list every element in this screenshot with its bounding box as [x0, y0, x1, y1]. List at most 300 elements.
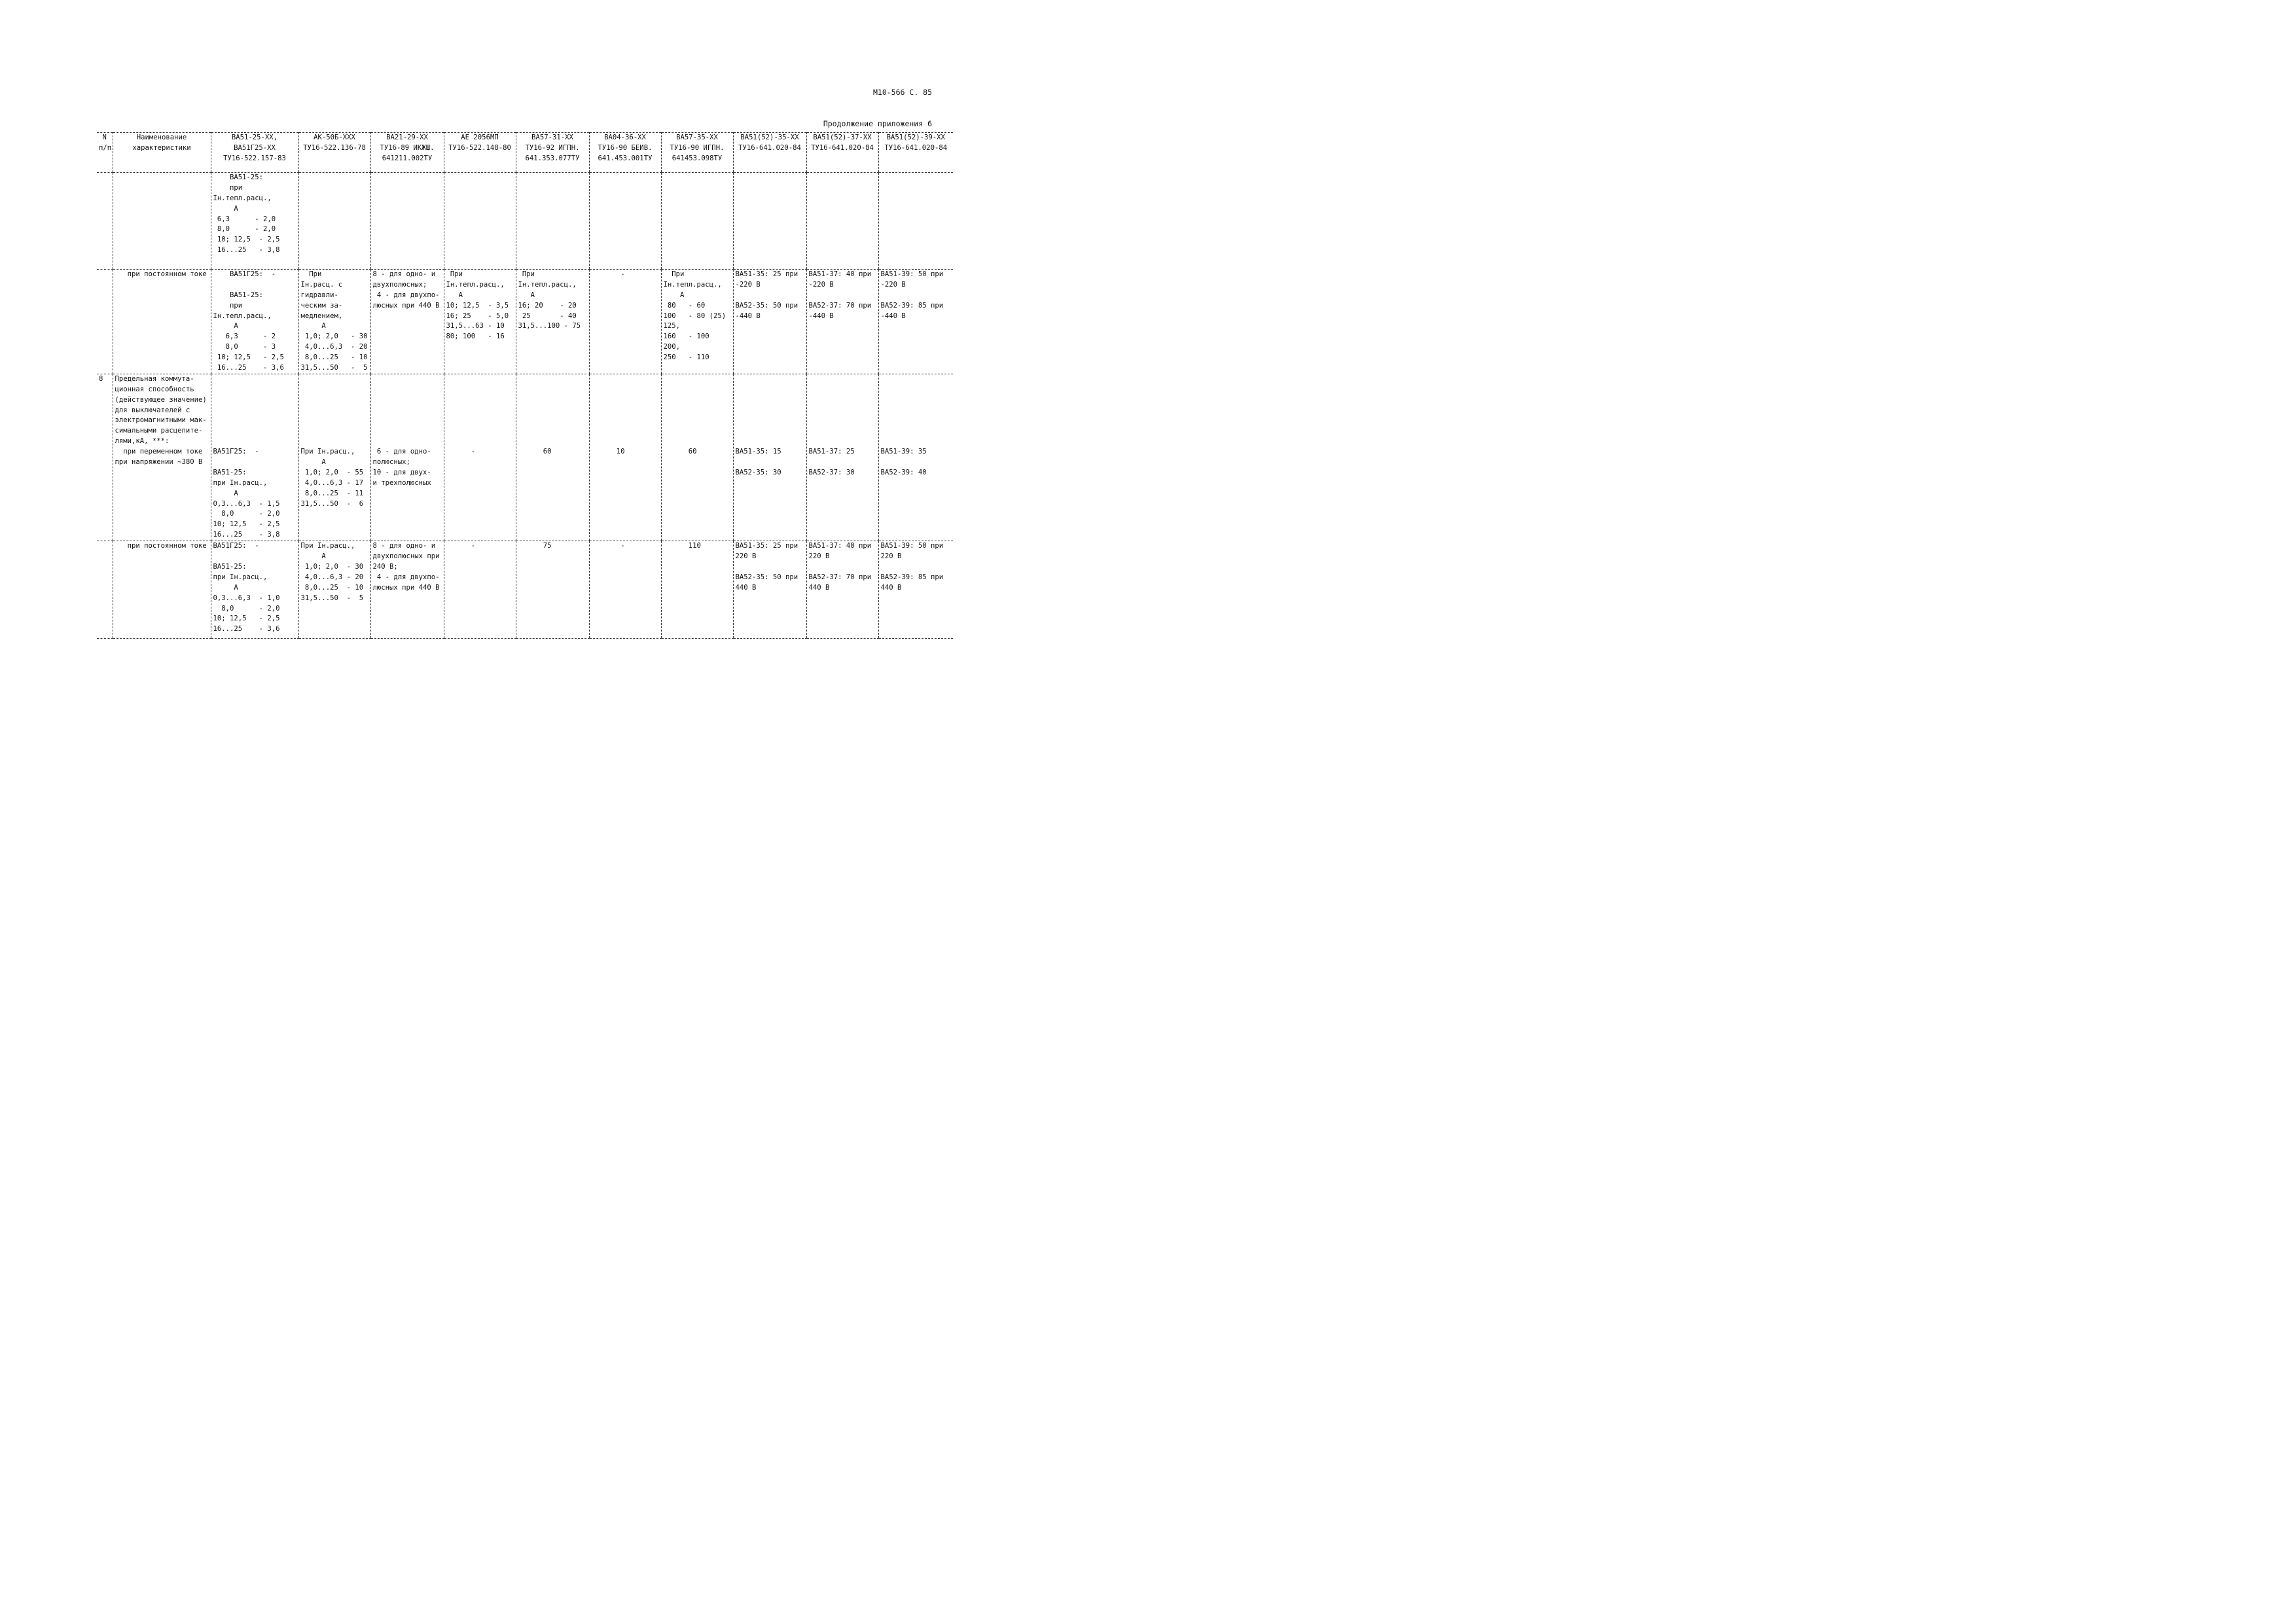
- header-line: ТУ16-641.020-84: [811, 143, 874, 152]
- cell-line: [590, 395, 661, 406]
- header-line: ТУ16-522.136-78: [303, 143, 366, 152]
- table-cell: [589, 541, 661, 639]
- table-cell: [516, 173, 589, 270]
- cell-line: ВА51Г25: -: [213, 542, 259, 550]
- cell-line: 10; 12,5 - 2,5: [213, 236, 280, 244]
- cell-line: ВА51Г25: -: [213, 270, 276, 278]
- header-line: Наименование: [136, 134, 187, 141]
- cell-line: 25 - 40: [518, 312, 577, 320]
- cell-line: люсных при 440 В: [372, 301, 440, 310]
- cell-line: полюсных;: [372, 458, 410, 467]
- row-breaking-capacity-dc: [97, 541, 953, 639]
- cell-line: [734, 457, 806, 468]
- table-cell: [444, 374, 516, 541]
- cell-line: [807, 374, 878, 385]
- header-cell: [589, 133, 661, 173]
- cell-line: при Iн.расц.,: [213, 478, 268, 487]
- cell-line: 8,0...25 - 10: [300, 583, 364, 592]
- cell-line: 80 - 60: [663, 301, 706, 310]
- cell-line: [807, 457, 878, 468]
- cell-line: А: [213, 322, 238, 330]
- table-cell: [516, 270, 589, 374]
- cell-line: [590, 406, 661, 416]
- cell-line: 1,0; 2,0 - 30: [300, 562, 364, 571]
- table-cell: [589, 374, 661, 541]
- cell-line: 250 - 110: [663, 353, 709, 362]
- table-cell: [589, 270, 661, 374]
- cell-line: [444, 385, 516, 395]
- cell-line: ВА52-39: 40: [880, 468, 927, 476]
- cell-line: [879, 457, 954, 468]
- cell-line: -220 В: [808, 280, 834, 289]
- cell-line: [211, 385, 298, 395]
- header-line: ТУ16-89 ИКЖШ.: [380, 143, 435, 152]
- cell-line: [444, 426, 516, 437]
- cell-line: [299, 374, 370, 385]
- cell-line: [371, 374, 444, 385]
- table-cell: [370, 374, 444, 541]
- table-cell: [444, 173, 516, 270]
- table-cell: [661, 541, 733, 639]
- cell-line: 31,5...100 - 75: [518, 322, 581, 330]
- cell-line: ВА51-25:: [213, 562, 247, 571]
- cell-line: ВА51-35: 15: [735, 448, 781, 456]
- cell-line: -220 В: [880, 280, 906, 289]
- cell-line: 160 - 100: [663, 332, 709, 341]
- table-cell: [97, 173, 113, 270]
- table-cell: [661, 173, 733, 270]
- cell-line: 6,3 - 2,0: [213, 215, 276, 223]
- cell-line: ВА52-35: 30: [735, 468, 781, 476]
- cell-line: 8,0 - 2,0: [213, 225, 276, 234]
- cell-line: 10; 12,5 - 2,5: [213, 353, 284, 362]
- cell-line: гидравли-: [300, 291, 338, 299]
- header-line: ВА51(52)-35-ХХ: [740, 134, 799, 141]
- cell-line: [211, 395, 298, 406]
- cell-line: ВА51Г25: -: [213, 448, 259, 456]
- cell-line: [371, 406, 444, 416]
- cell-line: 31,5...50 - 6: [300, 499, 364, 508]
- cell-line: [299, 416, 370, 426]
- cell-line: электромагнитными мак-: [115, 416, 207, 425]
- cell-line: для выключателей с: [115, 406, 190, 414]
- header-line: ТУ16-641.020-84: [738, 143, 801, 152]
- cell-line: [371, 426, 444, 437]
- header-line: характеристики: [132, 143, 191, 152]
- cell-line: ВА51-25:: [213, 173, 264, 181]
- cell-line: [590, 374, 661, 385]
- cell-line: [879, 291, 954, 301]
- cell-line: [590, 385, 661, 395]
- header-cell: [878, 133, 953, 173]
- header-line: ВА57-35-ХХ: [676, 134, 718, 141]
- header-cell: [298, 133, 370, 173]
- cell-line: ВА51-37: 40 при: [808, 270, 872, 278]
- cell-line: [807, 385, 878, 395]
- cell-line: [299, 406, 370, 416]
- table-cell: [211, 270, 298, 374]
- row-dc-current: [97, 270, 953, 374]
- cell-line: [516, 437, 589, 447]
- cell-line: [211, 416, 298, 426]
- cell-line: ВА52-39: 85 при: [880, 573, 944, 581]
- cell-line: медлением,: [300, 312, 343, 320]
- cell-line: 16...25 - 3,8: [213, 246, 280, 255]
- header-line: ВА51-25-ХХ,: [231, 134, 278, 141]
- cell-line: [516, 406, 589, 416]
- cell-line: ВА51-39: 50 при: [880, 270, 944, 278]
- cell-line: Iн.тепл.расц.,: [663, 280, 722, 289]
- row-ba51-25-thermal: [97, 173, 953, 270]
- cell-line: ВА51-37: 25: [808, 448, 855, 456]
- cell-line: [807, 437, 878, 447]
- table-cell: [113, 173, 211, 270]
- table-cell: [113, 541, 211, 639]
- cell-line: ционная способность: [115, 385, 194, 393]
- cell-line: 440 В: [808, 583, 830, 592]
- cell-line: [516, 395, 589, 406]
- characteristics-table: [97, 132, 953, 639]
- header-cell: [370, 133, 444, 173]
- table-cell: [113, 374, 211, 541]
- cell-line: [734, 291, 806, 301]
- cell-line: [662, 437, 733, 447]
- cell-line: 8 - для одно- и: [372, 542, 436, 550]
- table-cell: [444, 541, 516, 639]
- cell-line: При: [300, 270, 322, 278]
- cell-line: симальными расцепите-: [115, 427, 203, 435]
- cell-line: 220 В: [735, 552, 757, 561]
- cell-line: 16; 25 - 5,0: [446, 312, 509, 320]
- header-line: 641453.098ТУ: [672, 154, 723, 162]
- cell-line: и трехполюсных: [372, 478, 431, 487]
- cell-line: 240 В;: [372, 562, 398, 571]
- cell-line: при напряжении ~380 В: [115, 458, 203, 467]
- cell-line: 8,0 - 2,0: [213, 510, 280, 518]
- header-line: ВА51Г25-ХХ: [234, 143, 276, 152]
- cell-line: При: [446, 270, 463, 278]
- cell-line: при: [213, 301, 243, 310]
- table-cell: [298, 541, 370, 639]
- table-cell: [589, 173, 661, 270]
- table-cell: [661, 270, 733, 374]
- cell-line: А: [446, 291, 463, 299]
- cell-line: [662, 426, 733, 437]
- cell-line: 60: [518, 448, 552, 456]
- cell-line: 125,: [663, 322, 681, 330]
- cell-line: 31,5...50 - 5: [300, 364, 368, 372]
- table-cell: [97, 270, 113, 374]
- cell-line: -440 В: [808, 312, 834, 320]
- cell-line: [211, 552, 298, 562]
- cell-line: 10; 12,5 - 3,5: [446, 301, 509, 310]
- cell-line: [516, 385, 589, 395]
- cell-line: [371, 416, 444, 426]
- cell-line: 200,: [663, 343, 681, 351]
- cell-line: При: [518, 270, 535, 278]
- header-cell: [661, 133, 733, 173]
- cell-line: при постоянном токе: [115, 270, 207, 278]
- cell-line: [590, 416, 661, 426]
- cell-line: [662, 395, 733, 406]
- cell-line: [299, 426, 370, 437]
- table-cell: [806, 173, 878, 270]
- cell-line: [299, 437, 370, 447]
- cell-line: ВА51-39: 35: [880, 448, 927, 456]
- cell-line: при постоянном токе: [115, 542, 207, 550]
- cell-line: 16...25 - 3,8: [213, 531, 280, 539]
- cell-line: 440 В: [735, 583, 757, 592]
- header-line: 641.453.001ТУ: [598, 154, 653, 162]
- cell-line: [879, 406, 954, 416]
- cell-line: При Iн.расц.,: [300, 448, 355, 456]
- cell-line: А: [213, 489, 238, 497]
- cell-line: 6 - для одно-: [372, 448, 431, 456]
- cell-line: двухполюсных;: [372, 280, 427, 289]
- cell-line: [211, 280, 298, 291]
- cell-line: 16...25 - 3,6: [213, 364, 284, 372]
- cell-line: [371, 395, 444, 406]
- page-number: М10-566 С. 85: [872, 88, 932, 97]
- header-line: 641211.002ТУ: [382, 154, 433, 162]
- cell-line: 75: [518, 542, 552, 550]
- cell-line: 4,0...6,3 - 20: [300, 573, 364, 581]
- table-cell: [661, 374, 733, 541]
- cell-line: 8,0...25 - 10: [300, 353, 368, 362]
- table-cell: [806, 374, 878, 541]
- header-line: ВА51(52)-37-ХХ: [813, 134, 872, 141]
- table-cell: [211, 541, 298, 639]
- header-line: АК-50Б-ХХХ: [314, 134, 355, 141]
- cell-line: 0,3...6,3 - 1,5: [213, 499, 280, 508]
- cell-line: А: [300, 458, 326, 467]
- cell-line: [516, 426, 589, 437]
- table-cell: [97, 541, 113, 639]
- cell-line: ВА52-35: 50 при: [735, 301, 798, 310]
- cell-line: [734, 385, 806, 395]
- cell-line: 16; 20 - 20: [518, 301, 577, 310]
- cell-line: ВА52-37: 70 при: [808, 573, 872, 581]
- cell-line: -220 В: [735, 280, 761, 289]
- cell-line: [879, 374, 954, 385]
- table-cell: [878, 374, 953, 541]
- cell-line: 1,0; 2,0 - 55: [300, 468, 364, 476]
- table-cell: [806, 541, 878, 639]
- cell-line: [662, 385, 733, 395]
- cell-line: ВА51-39: 50 при: [880, 542, 944, 550]
- table-cell: [878, 270, 953, 374]
- cell-line: Iн.расц. с: [300, 280, 343, 289]
- cell-line: 440 В: [880, 583, 902, 592]
- header-line: N: [102, 134, 107, 141]
- cell-line: [299, 385, 370, 395]
- header-cell: [211, 133, 298, 173]
- cell-line: лями,кА, ***:: [115, 437, 170, 446]
- cell-line: 100 - 80 (25): [663, 312, 726, 320]
- header-line: ТУ16-522.148-80: [448, 143, 511, 152]
- cell-line: [734, 562, 806, 573]
- cell-line: ВА52-37: 70 при: [808, 301, 872, 310]
- cell-line: [662, 374, 733, 385]
- cell-line: 6,3 - 2: [213, 332, 276, 341]
- cell-line: -440 В: [735, 312, 761, 320]
- header-line: ВА21-29-ХХ: [386, 134, 428, 141]
- cell-line: ВА51-37: 40 при: [808, 542, 872, 550]
- cell-line: 8,0 - 3: [213, 343, 276, 351]
- table-cell: [806, 270, 878, 374]
- cell-line: Предельная коммута-: [115, 374, 194, 383]
- cell-line: 0,3...6,3 - 1,0: [213, 594, 280, 602]
- cell-line: 10 - для двух-: [372, 468, 431, 476]
- cell-line: А: [300, 322, 326, 330]
- cell-line: [211, 437, 298, 447]
- table-cell: [370, 173, 444, 270]
- cell-line: [662, 416, 733, 426]
- cell-line: Iн.тепл.расц.,: [213, 194, 272, 202]
- table-cell: [733, 374, 806, 541]
- cell-line: 1,0; 2,0 - 30: [300, 332, 368, 341]
- cell-line: ВА52-37: 30: [808, 468, 855, 476]
- table-cell: [733, 541, 806, 639]
- cell-line: [590, 437, 661, 447]
- cell-line: 4 - для двухпо-: [372, 291, 440, 299]
- table-cell: [298, 173, 370, 270]
- cell-line: 10; 12,5 - 2,5: [213, 520, 280, 529]
- cell-line: [807, 395, 878, 406]
- cell-line: [299, 395, 370, 406]
- header-cell: [516, 133, 589, 173]
- cell-line: 4,0...6,3 - 20: [300, 343, 368, 351]
- cell-line: Iн.тепл.расц.,: [446, 280, 505, 289]
- cell-line: -440 В: [880, 312, 906, 320]
- cell-line: [211, 426, 298, 437]
- header-line: ВА51(52)-39-ХХ: [886, 134, 945, 141]
- table-cell: [211, 374, 298, 541]
- header-row: [97, 133, 953, 173]
- table-cell: [113, 270, 211, 374]
- header-line: 641.353.077ТУ: [525, 154, 580, 162]
- cell-line: [879, 385, 954, 395]
- cell-line: ВА51-25:: [213, 291, 264, 299]
- header-line: ТУ16-90 БЕИВ.: [598, 143, 653, 152]
- header-line: ТУ16-92 ИГПН.: [525, 143, 580, 152]
- continuation-caption: Продолжение приложения 6: [823, 119, 932, 128]
- cell-line: 220 В: [808, 552, 830, 561]
- cell-line: ВА51-25:: [213, 468, 247, 476]
- cell-line: 8 - для одно- и: [372, 270, 436, 278]
- cell-line: [879, 437, 954, 447]
- cell-line: 4 - для двухпо-: [372, 573, 440, 581]
- cell-line: 110: [663, 542, 701, 550]
- cell-line: [879, 416, 954, 426]
- cell-line: ВА52-39: 85 при: [880, 301, 944, 310]
- cell-line: люсных при 440 В: [372, 583, 440, 592]
- cell-line: [807, 406, 878, 416]
- cell-line: А: [300, 552, 326, 561]
- header-line: ТУ16-641.020-84: [884, 143, 948, 152]
- header-cell: [806, 133, 878, 173]
- cell-line: 60: [663, 448, 697, 456]
- table-cell: [298, 270, 370, 374]
- header-line: ТУ16-522.157-83: [223, 154, 286, 162]
- cell-line: [371, 437, 444, 447]
- cell-line: 10: [591, 448, 625, 456]
- cell-line: 220 В: [880, 552, 902, 561]
- header-cell: [113, 133, 211, 173]
- cell-line: [734, 374, 806, 385]
- row-breaking-capacity-ac: [97, 374, 953, 541]
- table-cell: [733, 173, 806, 270]
- table-cell: [97, 374, 113, 541]
- cell-line: При Iн.расц.,: [300, 542, 355, 550]
- table-cell: [733, 270, 806, 374]
- cell-line: 8: [99, 374, 103, 383]
- header-line: ВА57-31-ХХ: [531, 134, 573, 141]
- cell-line: -: [446, 542, 476, 550]
- header-line: АЕ 2056МП: [461, 134, 499, 141]
- cell-line: 8,0...25 - 11: [300, 489, 364, 497]
- cell-line: [807, 416, 878, 426]
- cell-line: А: [213, 583, 238, 592]
- cell-line: А: [518, 291, 535, 299]
- cell-line: 4,0...6,3 - 17: [300, 478, 364, 487]
- cell-line: [211, 406, 298, 416]
- cell-line: [371, 385, 444, 395]
- cell-line: -: [591, 270, 625, 278]
- table-cell: [516, 541, 589, 639]
- cell-line: 10; 12,5 - 2,5: [213, 615, 280, 623]
- cell-line: [444, 406, 516, 416]
- cell-line: [734, 426, 806, 437]
- cell-line: [734, 395, 806, 406]
- table-cell: [444, 270, 516, 374]
- cell-line: двухполюсных при: [372, 552, 440, 561]
- header-cell: [97, 133, 113, 173]
- cell-line: [807, 562, 878, 573]
- cell-line: [879, 426, 954, 437]
- header-line: п/п: [99, 143, 112, 152]
- cell-line: [444, 374, 516, 385]
- cell-line: ВА51-35: 25 при: [735, 270, 798, 278]
- table-cell: [370, 541, 444, 639]
- cell-line: 31,5...63 - 10: [446, 322, 505, 330]
- header-line: ВА04-36-ХХ: [604, 134, 646, 141]
- cell-line: [516, 416, 589, 426]
- cell-line: ческим за-: [300, 301, 343, 310]
- cell-line: при: [213, 183, 243, 192]
- table-cell: [516, 374, 589, 541]
- cell-line: 31,5...50 - 5: [300, 594, 364, 602]
- cell-line: при Iн.расц.,: [213, 573, 268, 581]
- header-cell: [444, 133, 516, 173]
- cell-line: ВА52-35: 50 при: [735, 573, 798, 581]
- cell-line: (действующее значение): [115, 395, 207, 404]
- cell-line: 8,0 - 2,0: [213, 604, 280, 613]
- cell-line: [662, 406, 733, 416]
- cell-line: [734, 416, 806, 426]
- cell-line: [590, 426, 661, 437]
- header-cell: [733, 133, 806, 173]
- cell-line: [211, 374, 298, 385]
- cell-line: -: [446, 448, 476, 456]
- cell-line: Iн.тепл.расц.,: [213, 312, 272, 320]
- cell-line: -: [591, 542, 625, 550]
- cell-line: При: [663, 270, 685, 278]
- cell-line: [444, 395, 516, 406]
- cell-line: [444, 437, 516, 447]
- cell-line: [444, 416, 516, 426]
- cell-line: [807, 291, 878, 301]
